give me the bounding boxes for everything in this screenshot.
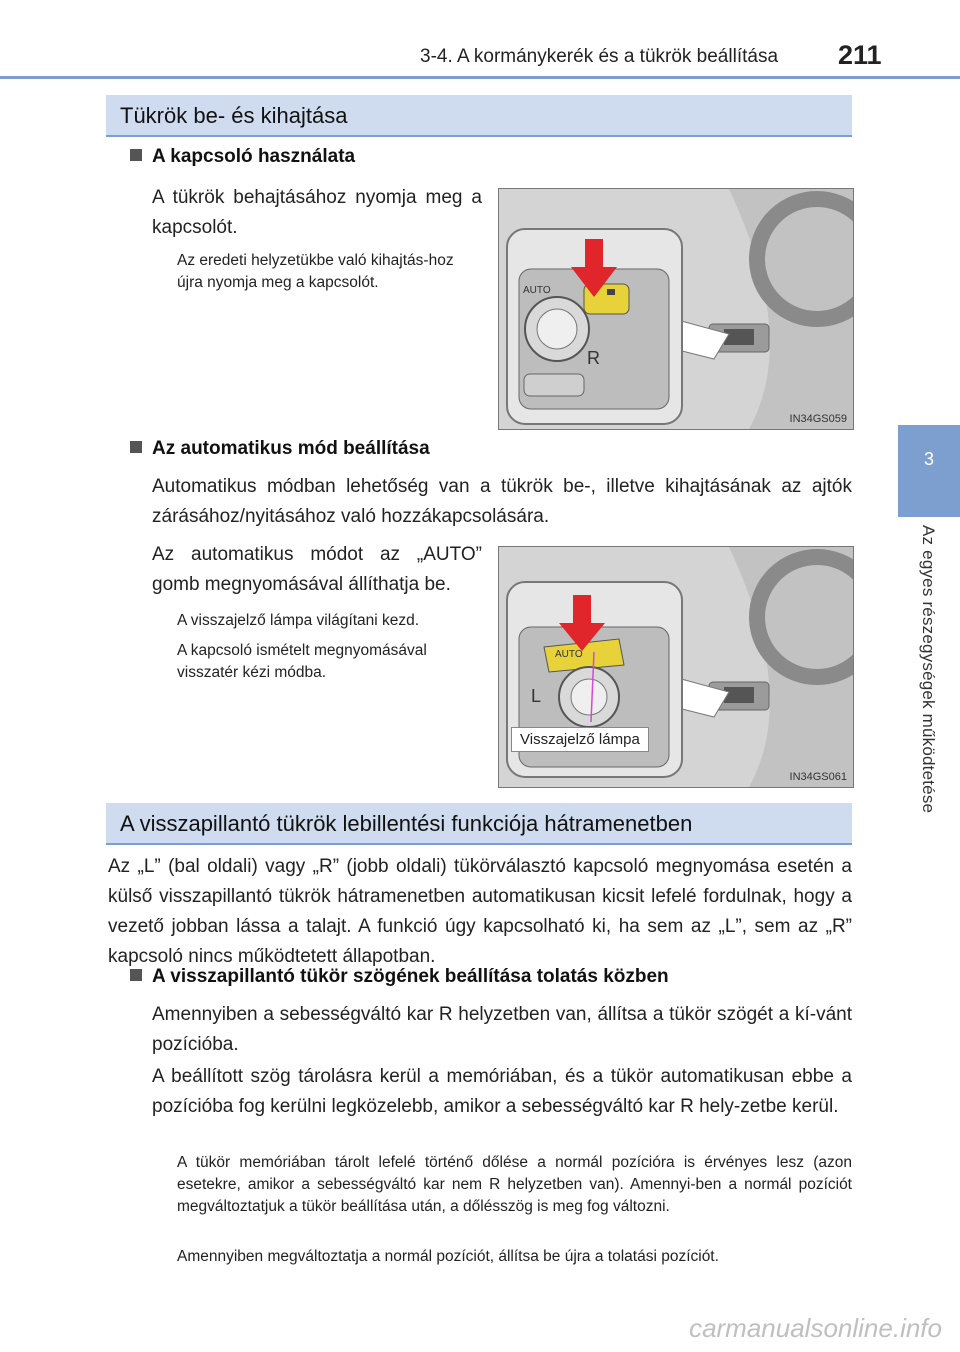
svg-text:R: R (587, 348, 600, 368)
paragraph-auto-button: Az automatikus módot az „AUTO” gomb megnyomásával állíthatja be. (152, 544, 482, 595)
note-manual-mode: A kapcsoló ismételt megnyomásával visszatér kézi módba. (177, 642, 427, 681)
note-indicator-lights: A visszajelző lámpa világítani kezd. (177, 612, 420, 629)
figure-id-2: IN34GS061 (789, 771, 847, 783)
paragraph-reverse-tilt: Az „L” (bal oldali) vagy „R” (jobb oldali) tükörválasztó kapcsoló megnyomása esetén a külső visszapillantó tükrök hátramenetben automatikusan kicsit lefelé fordulnak, hogy a vezető jobban lássa a talajt. A funkció úgy kapcsolható ki, ha sem az „L”, sem az „R” kapcsoló nincs működtetett állapotban. (108, 856, 852, 967)
paragraph-auto-mode: Automatikus módban lehetőség van a tükrök be-, illetve kihajtásának az ajtók zárásához/nyitásához való hozzákapcsolására. (152, 476, 852, 527)
running-header: 3-4. A kormánykerék és a tükrök beállítása (420, 46, 779, 67)
section-title-2: A visszapillantó tükrök lebillentési funkciója hátramenetben (120, 811, 693, 836)
svg-text:L: L (531, 686, 542, 706)
paragraph-fold-press: A tükrök behajtásához nyomja meg a kapcsolót. (152, 187, 482, 238)
square-bullet-icon (130, 969, 142, 981)
section-title-1: Tükrök be- és kihajtása (120, 103, 348, 128)
svg-text:AUTO: AUTO (555, 649, 583, 660)
square-bullet-icon (130, 441, 142, 453)
note-unfold: Az eredeti helyzetükbe való kihajtás-hoz újra nyomja meg a kapcsolót. (177, 252, 454, 291)
svg-text:AUTO: AUTO (523, 285, 551, 296)
note-memory-normal: A tükör memóriában tárolt lefelé történő dőlése a normál pozícióra is érvényes lesz (azon esetekre, amikor a sebességváltó kar nem R helyzetben van). Amennyi-ben a normál pozíciót megváltoztatjuk a tükör beállítása után, a dőlésszög is meg fog változni. (177, 1154, 852, 1215)
watermark: carmanualsonline.info (689, 1313, 942, 1343)
paragraph-set-angle: Amennyiben a sebességváltó kar R helyzetben van, állítsa a tükör szögét a kí-vánt pozícióba. (152, 1004, 852, 1055)
subheading-auto-mode: Az automatikus mód beállítása (130, 438, 430, 460)
mirror-switch-illustration (499, 189, 853, 429)
callout-indicator-lamp: Visszajelző lámpa (511, 727, 649, 752)
subheading-switch-usage: A kapcsoló használata (130, 146, 355, 168)
square-bullet-icon (130, 149, 142, 161)
figure-id-1: IN34GS059 (789, 413, 847, 425)
figure-mirror-switch (498, 188, 854, 430)
chapter-title-vertical: Az egyes részegységek működtetése (919, 525, 938, 814)
chapter-tab (898, 425, 960, 517)
subheading-reverse-angle: A visszapillantó tükör szögének beállítása tolatás közben (130, 966, 669, 988)
figure-auto-button (498, 546, 854, 788)
page-number: 211 (838, 40, 882, 70)
chapter-number: 3 (923, 449, 934, 469)
paragraph-memory: A beállított szög tárolásra kerül a memóriában, és a tükör automatikusan ebbe a pozícióba fog kerülni legközelebb, amikor a sebességváltó kar R hely-zetbe kerül. (152, 1066, 852, 1117)
note-reset-position: Amennyiben megváltoztatja a normál pozíciót, állítsa be újra a tolatási pozíciót. (177, 1248, 719, 1265)
header-rule (0, 76, 960, 79)
